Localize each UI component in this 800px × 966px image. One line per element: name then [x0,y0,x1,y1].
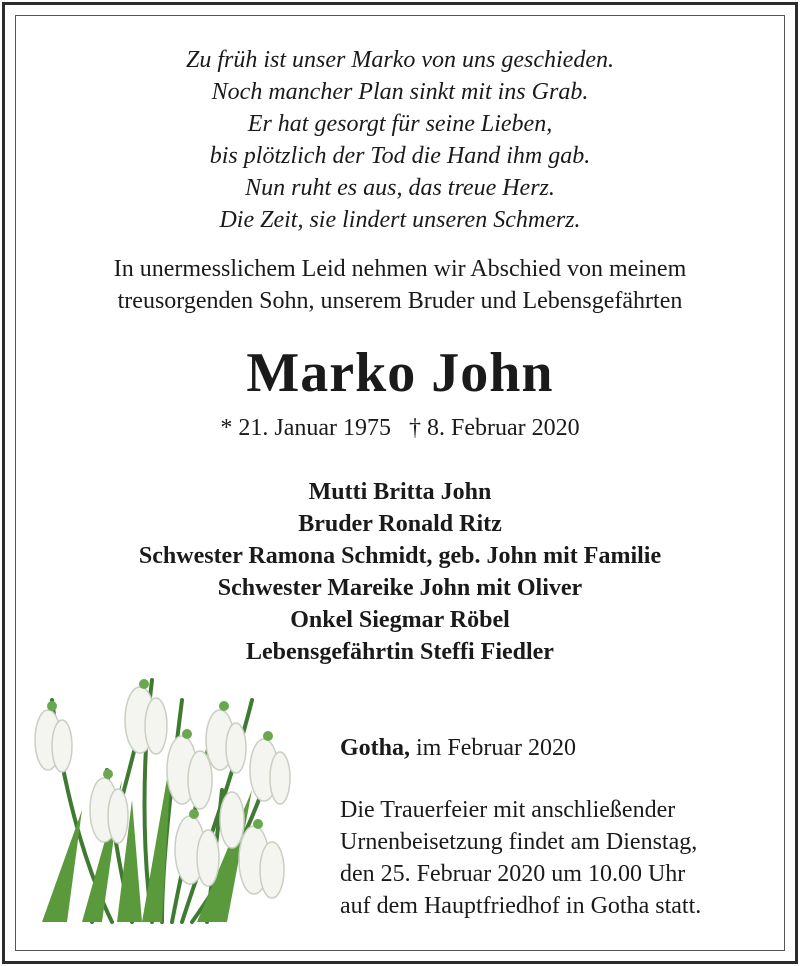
poem-line: Die Zeit, sie lindert unseren Schmerz. [219,207,581,233]
mourner: Schwester Ramona Schmidt, geb. John mit Familie [138,543,662,569]
ceremony-line: Urnenbeisetzung findet am Dienstag, [340,829,698,855]
place-city: Gotha, [340,735,411,761]
mourners-list [0,476,800,668]
deceased-name: Marko John [246,342,554,404]
poem-line: Nun ruht es aus, das treue Herz. [245,175,555,201]
ceremony-line: Die Trauerfeier mit anschließender [340,797,676,823]
life-dates [0,412,800,444]
mourner: Schwester Mareike John mit Oliver [217,575,583,601]
mourner: Bruder Ronald Ritz [298,511,502,537]
mourner: Mutti Britta John [308,479,492,505]
ceremony-line: auf dem Hauptfriedhof in Gotha statt. [340,893,702,919]
ceremony-line: den 25. Februar 2020 um 10.00 Uhr [340,861,686,887]
poem-line: Er hat gesorgt für seine Lieben, [247,111,553,137]
poem-line: bis plötzlich der Tod die Hand ihm gab. [209,143,591,169]
poem-line: Zu früh ist unser Marko von uns geschieden. [186,47,614,73]
intro-line: In unermesslichem Leid nehmen wir Abschied von meinem [113,256,687,282]
place-month: im Februar 2020 [416,735,576,761]
poem [0,44,800,236]
ceremony-info [340,794,701,922]
poem-line: Noch mancher Plan sinkt mit ins Grab. [211,79,589,105]
intro-line: treusorgenden Sohn, unserem Bruder und Lebensgefährten [117,288,683,314]
snowdrop-flowers-image [22,660,312,930]
birth-date: * 21. Januar 1975 [220,415,391,441]
intro-text [0,253,800,317]
mourner: Onkel Siegmar Röbel [290,607,510,633]
death-date: † 8. Februar 2020 [409,415,580,441]
place-date [340,732,576,764]
mourner: Lebensgefährtin Steffi Fiedler [246,639,554,665]
